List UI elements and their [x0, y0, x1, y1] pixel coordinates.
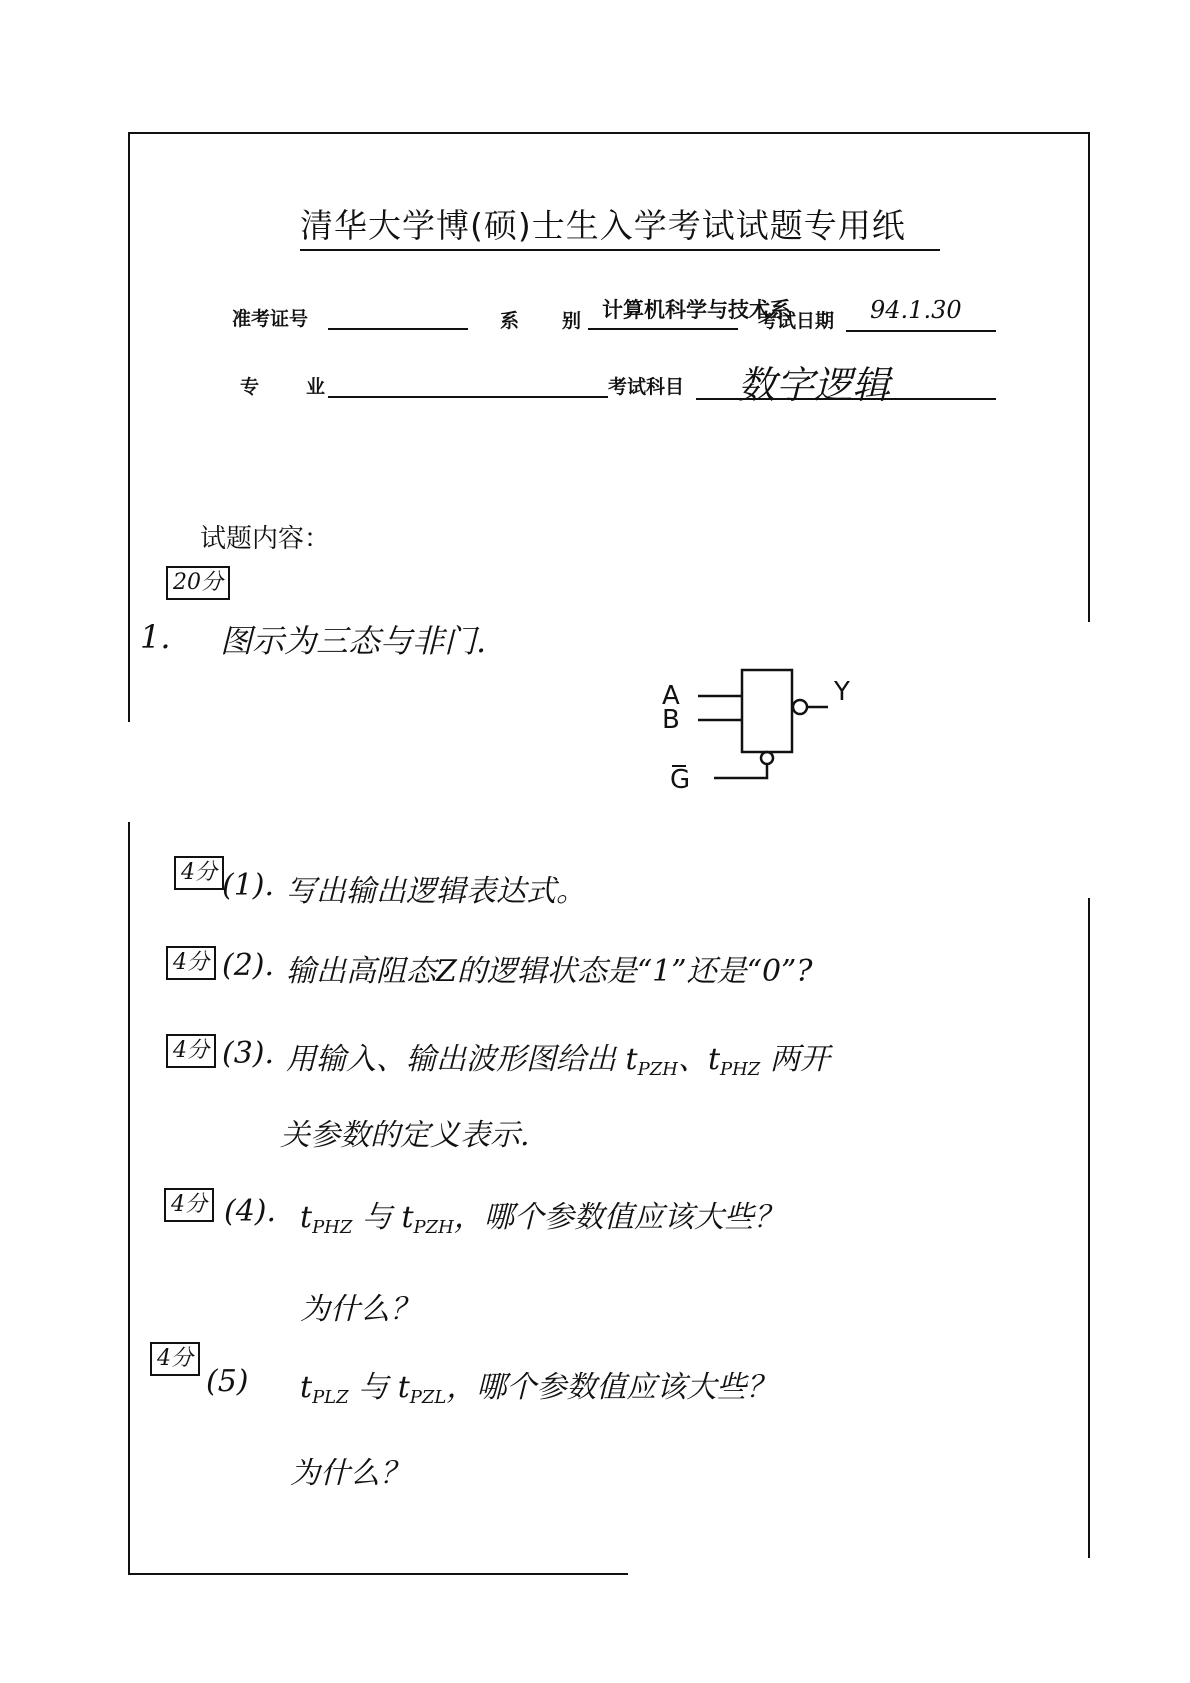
subq4-line2: 为什么？ [300, 1292, 420, 1327]
frame-top-border [128, 132, 1088, 134]
subq3-t1: t [625, 1042, 638, 1077]
subq5-t1: t [300, 1370, 313, 1405]
subject-label: 考试科目 [608, 376, 685, 398]
question1-score-box: 20分 [166, 566, 230, 600]
subq3-line2: 关参数的定义表示. [280, 1118, 530, 1153]
subq4-line1 [300, 1192, 784, 1238]
subq3-score-box: 4分 [166, 1034, 216, 1068]
major-label-1: 专 [240, 376, 260, 398]
subq5-text: ，哪个参数值应该大些？ [446, 1370, 777, 1405]
subq1-score-box: 4分 [174, 856, 224, 890]
subq3-number: (3). [222, 1036, 275, 1071]
candidate-id-field[interactable] [328, 328, 468, 330]
frame-right-border-upper [1088, 132, 1090, 622]
content-heading: 试题内容： [200, 524, 331, 554]
sheet-title: 清华大学博(硕)士生入学考试试题专用纸 [300, 200, 940, 251]
subq2-text: 输出高阻态Z的逻辑状态是“1”还是“0”? [286, 954, 813, 989]
subq5-t2: t [397, 1370, 410, 1405]
subq1-text: 写出输出逻辑表达式。 [286, 874, 586, 909]
enable-label: G [670, 765, 691, 795]
subq4-t2-sub: PZH [413, 1217, 454, 1238]
subq5-mid: 与 [358, 1370, 389, 1405]
frame-left-border-upper [128, 132, 130, 722]
subq2-number: (2). [222, 948, 275, 983]
input-b-label: B [662, 705, 680, 735]
frame-right-border-lower [1088, 898, 1090, 1558]
question1-text: 图示为三态与非门. [220, 622, 487, 660]
subject-value: 数字逻辑 [738, 363, 891, 407]
subq5-number: (5) [206, 1364, 249, 1399]
subq2-score-box: 4分 [166, 946, 216, 980]
subq3-t2: t [707, 1042, 720, 1077]
subq3-sep: 、 [677, 1042, 708, 1077]
enable-line [714, 764, 767, 778]
subq3-t1-sub: PZH [637, 1059, 678, 1080]
subq4-t1-sub: PHZ [312, 1217, 353, 1238]
subq5-t1-sub: PLZ [312, 1387, 349, 1408]
major-field[interactable] [328, 396, 608, 398]
subq5-t2-sub: PZL [409, 1387, 447, 1408]
subq3-line1 [286, 1034, 830, 1080]
subq4-t2: t [401, 1200, 414, 1235]
subq4-t1: t [300, 1200, 313, 1235]
department-label-2: 别 [562, 310, 582, 332]
subq4-mid: 与 [361, 1200, 392, 1235]
department-field[interactable] [588, 328, 738, 330]
exam-date-label: 考试日期 [758, 310, 835, 332]
exam-date-value: 94.1.30 [870, 296, 962, 324]
frame-left-border-lower [128, 822, 130, 1574]
gate-body [742, 670, 792, 752]
output-bubble [793, 700, 807, 714]
input-a-label: A [662, 681, 680, 711]
subq5-score-box: 4分 [150, 1342, 200, 1376]
subq1-number: (1). [222, 868, 275, 903]
department-label-1: 系 [500, 310, 520, 332]
exam-date-field[interactable] [846, 330, 996, 332]
subq3-t2-sub: PHZ [720, 1059, 761, 1080]
subq5-line1 [300, 1362, 776, 1408]
subq4-text: ，哪个参数值应该大些？ [453, 1200, 784, 1235]
subq4-score-box: 4分 [164, 1188, 214, 1222]
frame-bottom-border [128, 1573, 628, 1575]
enable-bubble [761, 752, 773, 764]
department-value: 计算机科学与技术系 [602, 298, 791, 322]
output-y-label: Y [834, 677, 850, 707]
subq5-line2: 为什么？ [290, 1456, 410, 1491]
subq4-number: (4). [224, 1194, 277, 1229]
subq3-text-a: 用输入、输出波形图给出 [286, 1042, 616, 1077]
question1-number: 1. [140, 618, 171, 656]
candidate-id-label: 准考证号 [232, 308, 309, 330]
subq3-text-b: 两开 [769, 1042, 830, 1077]
tristate-nand-gate-diagram [662, 670, 890, 795]
major-label-2: 业 [306, 376, 326, 398]
